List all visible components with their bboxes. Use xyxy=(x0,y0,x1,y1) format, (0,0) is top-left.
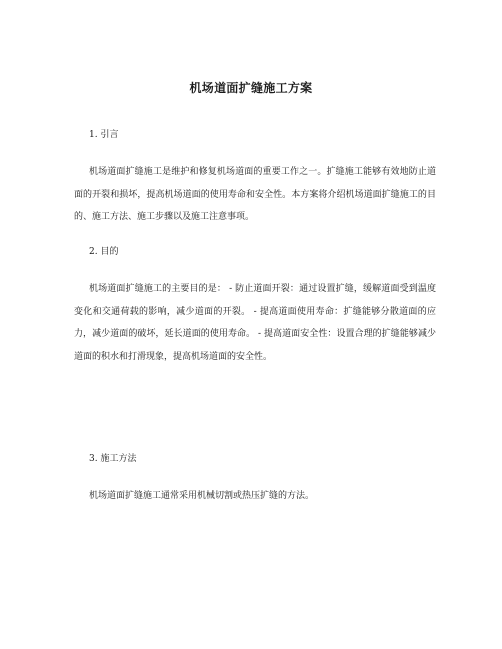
section-heading-purpose: 2. 目的 xyxy=(89,247,119,257)
section-heading-construction-method: 3. 施工方法 xyxy=(89,454,137,464)
document-title: 机场道面扩缝施工方案 xyxy=(189,81,313,95)
section-paragraph-purpose: 机场道面扩缝施工的主要目的是： - 防止道面开裂：通过设置扩缝，缓解道面受到温度变化和交通荷载的影响，减少道面的开裂。 - 提高道面使用寿命：扩缝能够分散道面的应力，减少道面的破坏，延长道面的使用寿命。 - 提高道面安全性：设置合理的扩缝能够减少道面的积水和打滑现象，提高机场道面的安全性。 xyxy=(74,284,436,362)
section-paragraph-introduction: 机场道面扩缝施工是维护和修复机场道面的重要工作之一。扩缝施工能够有效地防止道面的开裂和损坏，提高机场道面的使用寿命和安全性。本方案将介绍机场道面扩缝施工的目的、施工方法、施工步骤以及施工注意事项。 xyxy=(74,167,436,222)
section-paragraph-construction-method: 机场道面扩缝施工通常采用机械切割或热压扩缝的方法。 xyxy=(89,491,315,501)
section-heading-introduction: 1. 引言 xyxy=(89,130,119,140)
